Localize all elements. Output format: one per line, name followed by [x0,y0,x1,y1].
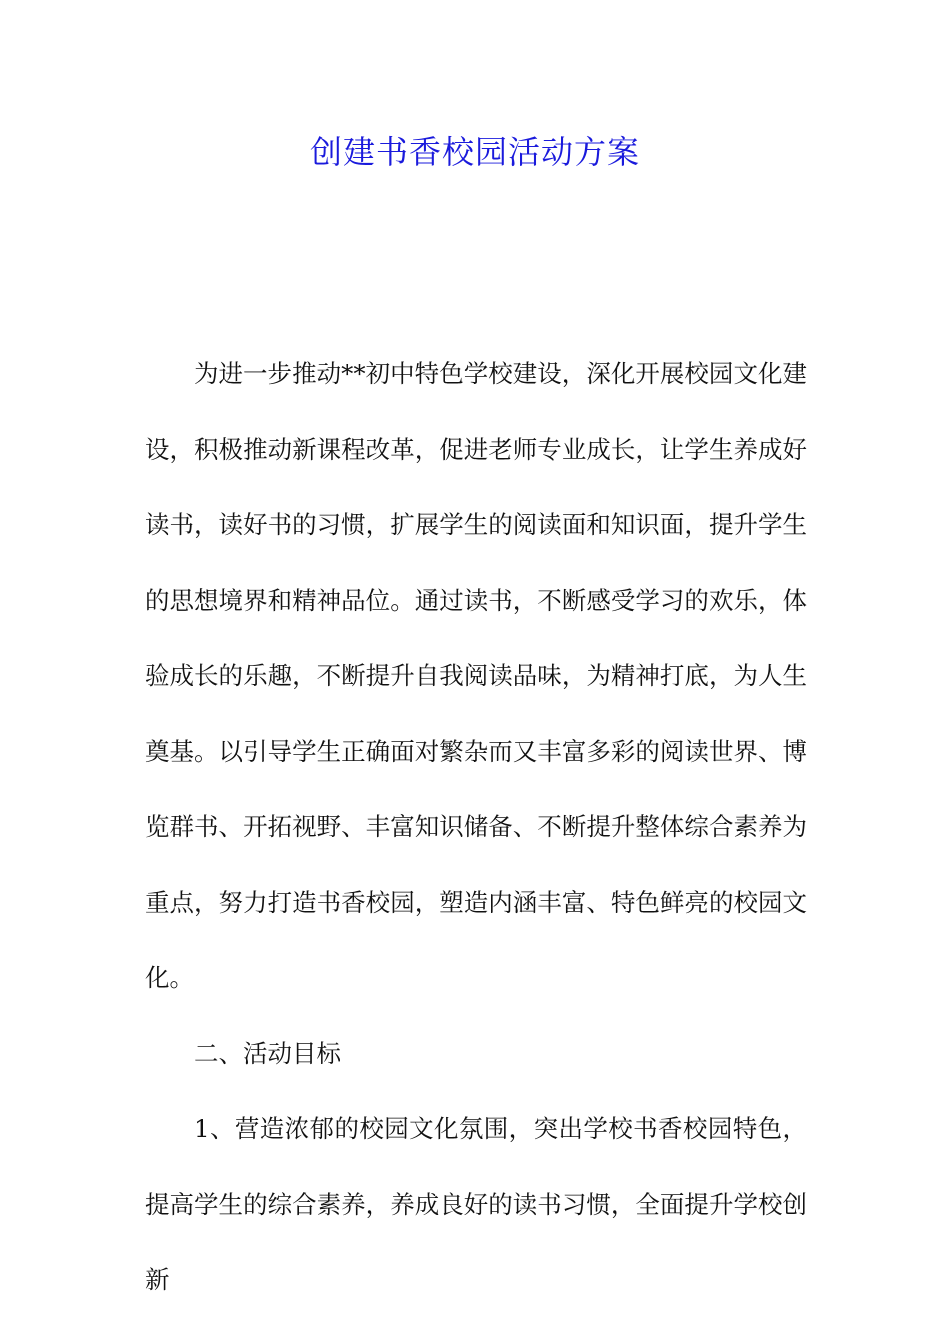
document-title: 创建书香校园活动方案 [309,133,640,171]
section-heading: 二、活动目标 [194,1038,341,1068]
intro-paragraph: 为进一步推动**初中特色学校建设，深化开展校园文化建设，积极推动新课程改革，促进老师专业成长，让学生养成好读书，读好书的习惯，扩展学生的阅读面和知识面，提升学生的思想境界和精神品位。通过读书，不断感受学习的欢乐，体验成长的乐趣，不断提升自我阅读品味，为精神打底，为人生奠基。以引导学生正确面对繁杂而又丰富多彩的阅读世界、博览群书、开拓视野、丰富知识储备、不断提升整体综合素养为重点，努力打造书香校园，塑造内涵丰富、特色鲜亮的校园文化。 [145,359,807,992]
goal-item-1: 1、营造浓郁的校园文化氛围，突出学校书香校园特色，提高学生的综合素养，养成良好的读书习惯，全面提升学校创新 [145,1114,807,1294]
document-body [145,336,807,1318]
